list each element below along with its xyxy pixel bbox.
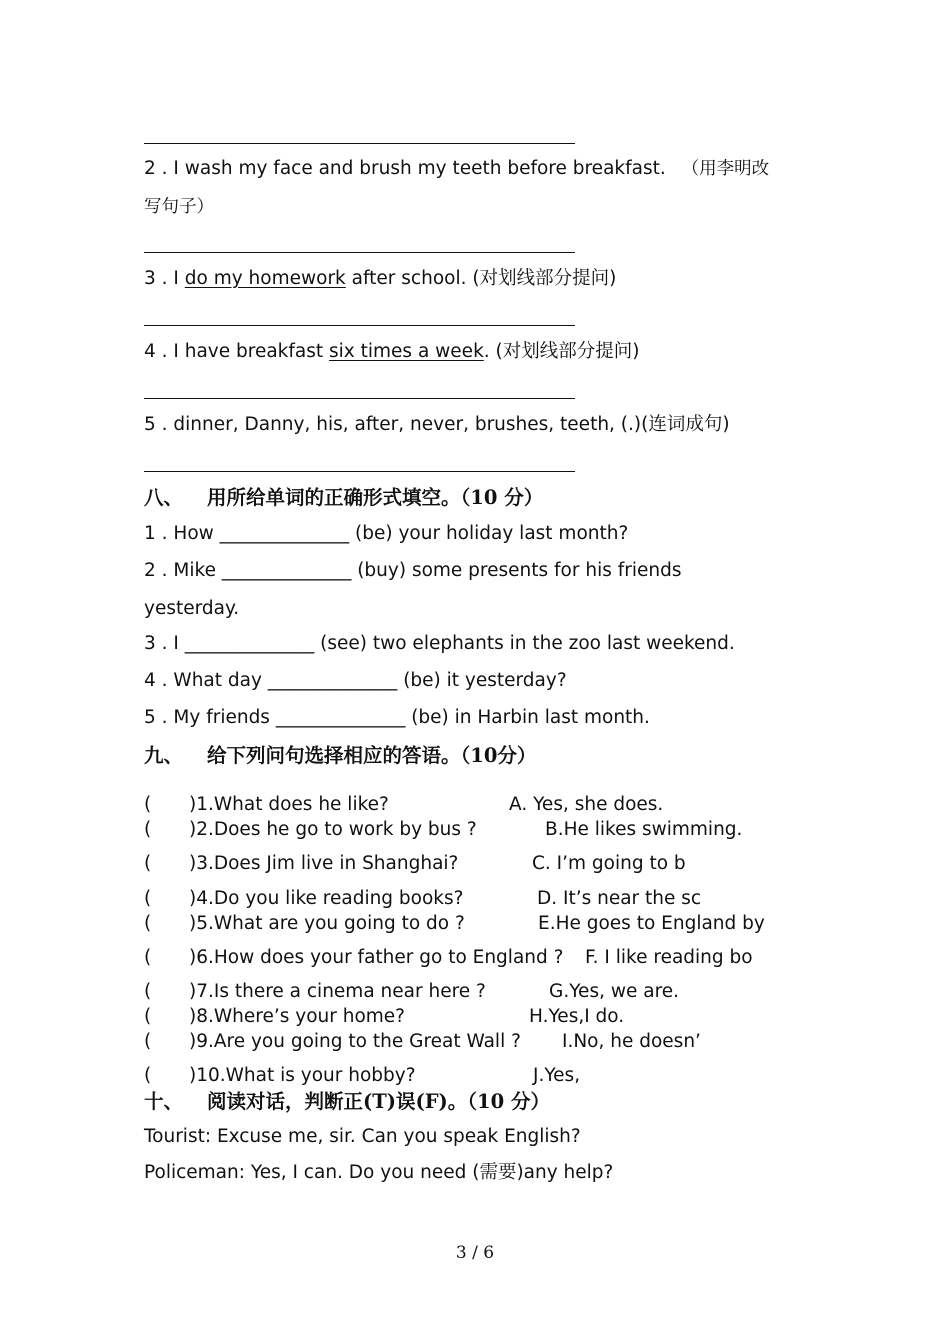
match-question: )3.Does Jim live in Shanghai?: [189, 853, 459, 874]
fill-item-3: 3 . I ______________ (see) two elephants in the zoo last weekend.: [144, 633, 735, 654]
rewrite-q4: 4 . I have breakfast six times a week. (对划线部分提问): [144, 341, 640, 362]
answer-line[interactable]: [144, 398, 575, 399]
rewrite-q3: 3 . I do my homework after school. (对划线部分提问): [144, 268, 617, 289]
fill-item-4: 4 . What day ______________ (be) it yesterday?: [144, 670, 567, 691]
match-answer: J.Yes,: [533, 1065, 581, 1086]
match-question: )6.How does your father go to England ?: [189, 947, 564, 968]
answer-line[interactable]: [144, 471, 575, 472]
match-question: )5.What are you going to do ?: [189, 913, 465, 934]
fill-item-2: 2 . Mike ______________ (buy) some presents for his friends: [144, 560, 682, 581]
match-answer: A. Yes, she does.: [509, 794, 664, 815]
answer-paren[interactable]: (: [144, 819, 152, 840]
answer-paren[interactable]: (: [144, 794, 152, 815]
answer-paren[interactable]: (: [144, 853, 152, 874]
fill-item-5: 5 . My friends ______________ (be) in Harbin last month.: [144, 707, 650, 728]
match-answer: C. I’m going to b: [532, 853, 686, 874]
match-question: )9.Are you going to the Great Wall ?: [189, 1031, 521, 1052]
answer-paren[interactable]: (: [144, 1006, 152, 1027]
rewrite-q2: 2 . I wash my face and brush my teeth before breakfast. （用李明改: [144, 158, 770, 179]
answer-paren[interactable]: (: [144, 1065, 152, 1086]
answer-paren[interactable]: (: [144, 913, 152, 934]
answer-paren[interactable]: (: [144, 981, 152, 1002]
match-answer: E.He goes to England by: [538, 913, 765, 934]
match-answer: D. It’s near the sc: [537, 888, 702, 909]
match-answer: I.No, he doesn’: [562, 1031, 701, 1052]
rewrite-q2-hint-cont: 写句子）: [144, 197, 214, 217]
dialogue-line-2: Policeman: Yes, I can. Do you need (需要)any help?: [144, 1162, 614, 1183]
fill-item-1: 1 . How ______________ (be) your holiday last month?: [144, 523, 629, 544]
match-answer: B.He likes swimming.: [545, 819, 743, 840]
match-question: )7.Is there a cinema near here ?: [189, 981, 486, 1002]
underlined-phrase: do my homework: [184, 268, 346, 289]
page-number: 3 / 6: [455, 1243, 495, 1263]
fill-item-2-cont: yesterday.: [144, 598, 240, 619]
match-question: )1.What does he like?: [189, 794, 389, 815]
section-10-heading: 十、 阅读对话，判断正(T)误(F)。（10 分）: [144, 1090, 550, 1113]
answer-line[interactable]: [144, 143, 575, 144]
answer-paren[interactable]: (: [144, 1031, 152, 1052]
answer-paren[interactable]: (: [144, 947, 152, 968]
match-answer: H.Yes,I do.: [529, 1006, 625, 1027]
rewrite-q5: 5 . dinner, Danny, his, after, never, brushes, teeth, (.)(连词成句): [144, 414, 730, 435]
match-answer: G.Yes, we are.: [549, 981, 680, 1002]
match-answer: F. I like reading bo: [585, 947, 753, 968]
answer-paren[interactable]: (: [144, 888, 152, 909]
match-question: )10.What is your hobby?: [189, 1065, 416, 1086]
match-question: )4.Do you like reading books?: [189, 888, 464, 909]
match-question: )2.Does he go to work by bus ?: [189, 819, 477, 840]
section-8-heading: 八、 用所给单词的正确形式填空。（10 分）: [144, 486, 544, 509]
dialogue-line-1: Tourist: Excuse me, sir. Can you speak English?: [144, 1126, 581, 1147]
answer-line[interactable]: [144, 252, 575, 253]
match-question: )8.Where’s your home?: [189, 1006, 405, 1027]
section-9-heading: 九、 给下列问句选择相应的答语。（10分）: [144, 744, 537, 767]
answer-line[interactable]: [144, 325, 575, 326]
underlined-phrase: six times a week: [329, 341, 484, 362]
